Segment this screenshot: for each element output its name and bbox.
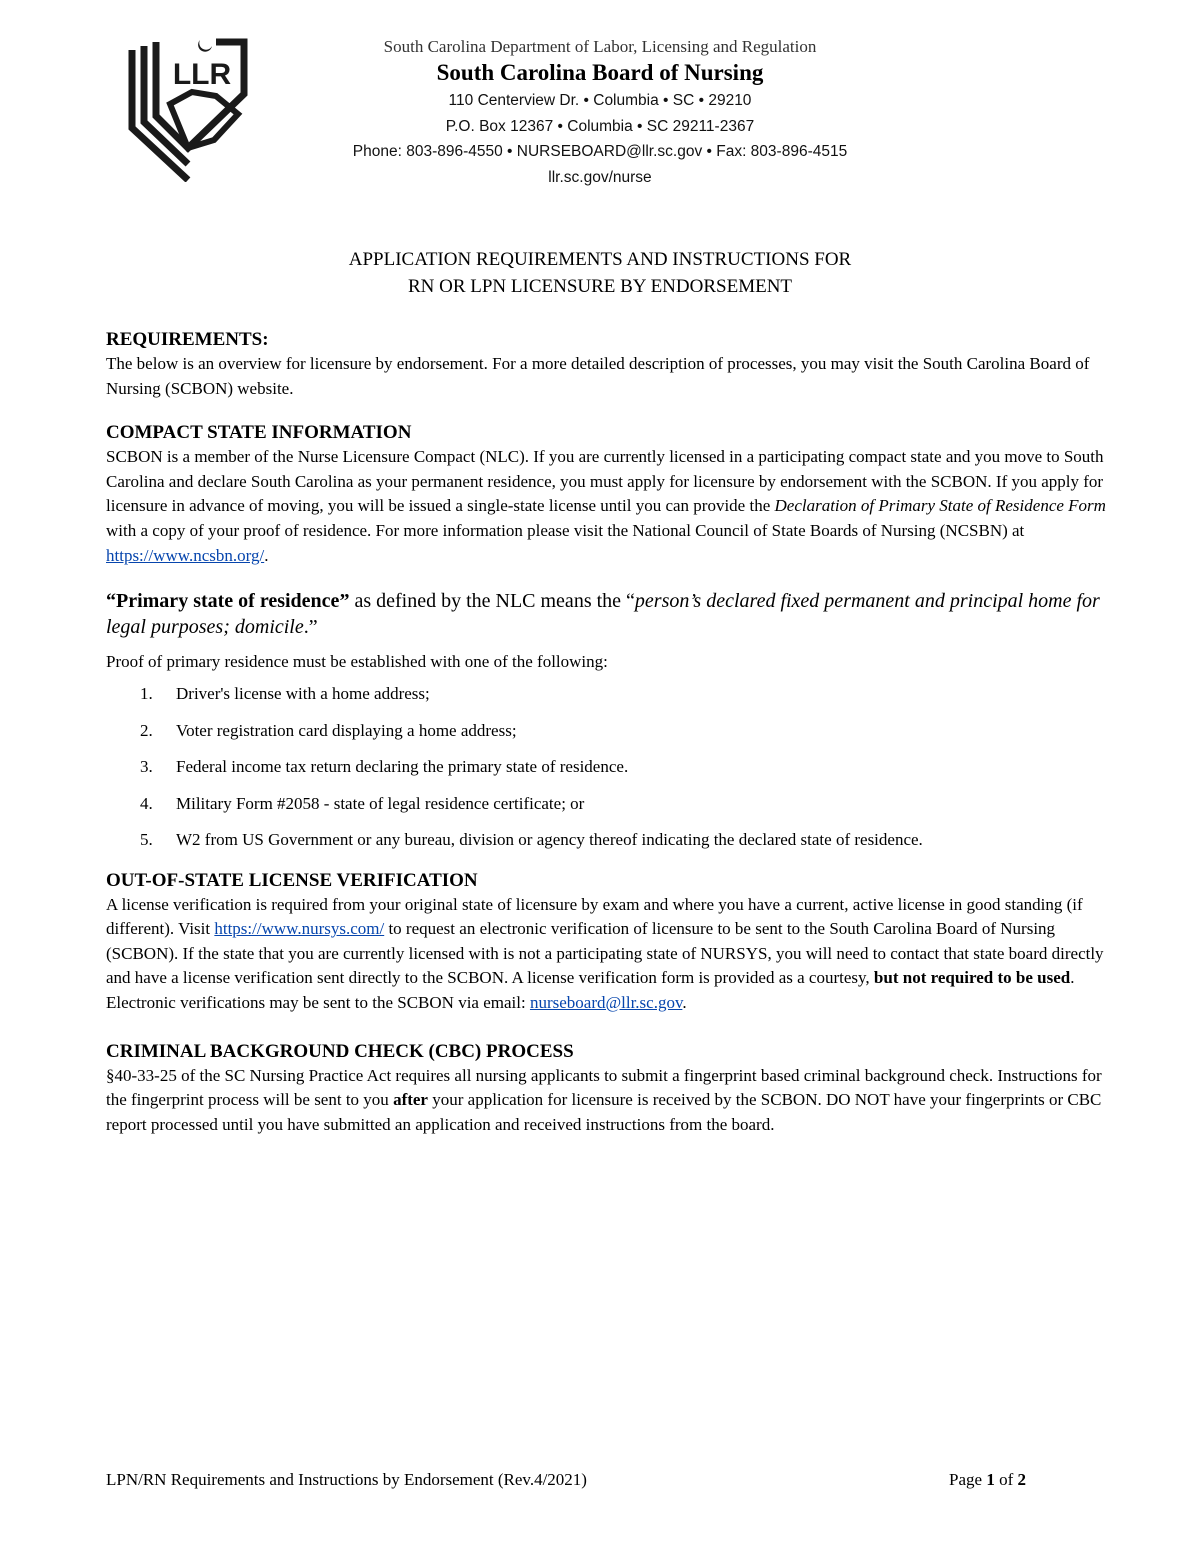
list-number: 4. <box>140 793 153 813</box>
board-name: South Carolina Board of Nursing <box>436 60 764 85</box>
list-item <box>140 792 1106 817</box>
requirements-heading: REQUIREMENTS: <box>106 329 269 350</box>
verification-bold: but not required to be used <box>873 968 1071 988</box>
title-line-1: APPLICATION REQUIREMENTS AND INSTRUCTIONS FOR <box>348 249 852 270</box>
contact-line: Phone: 803-896-4550 • NURSEBOARD@llr.sc.gov • Fax: 803-896-4515 <box>352 143 848 160</box>
list-text: Voter registration card displaying a home address; <box>176 720 517 740</box>
requirements-section <box>106 328 1106 401</box>
declaration-form-name: Declaration of Primary State of Residence Form <box>774 496 1106 516</box>
compact-text-c: . <box>264 545 269 565</box>
list-text: W2 from US Government or any bureau, division or agency thereof indicating the declared state of residence. <box>176 830 923 850</box>
primary-residence-section <box>106 588 1106 853</box>
letterhead-text <box>290 36 910 190</box>
street-address: 110 Centerview Dr. • Columbia • SC • 29210 <box>448 92 752 109</box>
primary-residence-definition <box>106 588 1106 640</box>
document-title <box>100 246 1100 300</box>
verification-text-d: . <box>682 993 687 1013</box>
primary-end: .” <box>303 616 318 639</box>
footer-document-name: LPN/RN Requirements and Instructions by Endorsement (Rev.4/2021) <box>106 1470 587 1489</box>
llr-logo <box>126 36 250 182</box>
cbc-text-a: §40-33-25 of the SC Nursing Practice Act requires all nursing applicants to submit a fingerprint based criminal background check. Instructions for the fingerprint process will be sent to you <box>106 1065 1102 1110</box>
verification-heading: OUT-OF-STATE LICENSE VERIFICATION <box>106 869 478 891</box>
cbc-text-b: your application for licensure is received by the SCBON. DO NOT have your fingerprints or CBC report processed until you have submitted an application and received instructions from the board. <box>106 1090 1102 1134</box>
list-number: 3. <box>140 757 153 777</box>
compact-text <box>106 445 1106 568</box>
compact-text-b: with a copy of your proof of residence. For more information please visit the National Council of State Boards of Nursing (NCSBN) at <box>106 520 1025 540</box>
ncsbn-link[interactable]: https://www.ncsbn.org/ <box>106 545 265 565</box>
list-number: 5. <box>140 830 153 850</box>
verification-text-b: to request an electronic verification of licensure to be sent to the South Carolina Board of Nursing (SCBON). If the state that you are currently licensed with is not a participating state of NURSYS, you will need to contact that state board directly and have a license verification sent directly to the SCBON. A license verification form is provided as a courtesy, <box>106 919 1104 988</box>
cbc-heading: CRIMINAL BACKGROUND CHECK (CBC) PROCESS <box>106 1040 574 1062</box>
list-number: 1. <box>140 684 153 704</box>
list-item <box>140 828 1106 853</box>
verification-text-c: . Electronic verifications may be sent to the SCBON via email: <box>106 968 1075 1013</box>
letterhead <box>0 0 1200 200</box>
verification-section <box>106 869 1106 1016</box>
primary-definition: person’s declared fixed permanent and principal home for legal purposes; domicile <box>106 590 1100 639</box>
list-text: Military Form #2058 - state of legal residence certificate; or <box>176 793 585 813</box>
verification-text <box>106 893 1106 1016</box>
compact-heading: COMPACT STATE INFORMATION <box>106 422 412 444</box>
list-item <box>140 755 1106 780</box>
requirements-text: The below is an overview for licensure by endorsement. For a more detailed description of processes, you may visit the South Carolina Board of Nursing (SCBON) website. <box>106 354 1090 398</box>
proof-intro: Proof of primary residence must be established with one of the following: <box>106 652 608 672</box>
website: llr.sc.gov/nurse <box>548 168 652 186</box>
of-word: of <box>994 1470 1018 1489</box>
nurseboard-email-link[interactable]: nurseboard@llr.sc.gov <box>529 993 683 1013</box>
list-item <box>140 682 1106 707</box>
compact-text-a: SCBON is a member of the Nurse Licensure Compact (NLC). If you are currently licensed in a participating compact state and you move to South Carolina and declare South Carolina as your permanent residence, you must apply for licensure by endorsement with the SCBON. If you apply for licensure in advance of moving, you will be issued a single-state license until you can provide the <box>106 447 1104 516</box>
page-number <box>949 1468 1026 1492</box>
cbc-text <box>106 1064 1106 1138</box>
po-box-address: P.O. Box 12367 • Columbia • SC 29211-2367 <box>445 117 755 135</box>
cbc-bold: after <box>393 1090 428 1110</box>
document-body <box>106 328 1106 1137</box>
list-item <box>140 719 1106 744</box>
proof-list <box>106 682 1106 853</box>
list-number: 2. <box>140 720 153 740</box>
verification-text-a: A license verification is required from your original state of licensure by exam and where you have a current, active license in good standing (if different). Visit <box>106 894 1083 939</box>
primary-middle: as defined by the NLC means the “ <box>349 590 635 613</box>
current-page: 1 <box>986 1470 995 1489</box>
cbc-section <box>106 1040 1106 1138</box>
total-pages: 2 <box>1017 1470 1026 1489</box>
list-text: Driver's license with a home address; <box>176 684 430 704</box>
page-word: Page <box>949 1470 987 1489</box>
title-line-2: RN OR LPN LICENSURE BY ENDORSEMENT <box>407 276 793 297</box>
primary-term: “Primary state of residence” <box>106 590 350 613</box>
logo-text: LLR <box>172 58 232 91</box>
nursys-link[interactable]: https://www.nursys.com/ <box>214 919 385 939</box>
list-text: Federal income tax return declaring the primary state of residence. <box>176 757 629 777</box>
compact-section <box>106 421 1106 568</box>
department-name: South Carolina Department of Labor, Licensing and Regulation <box>383 37 817 56</box>
